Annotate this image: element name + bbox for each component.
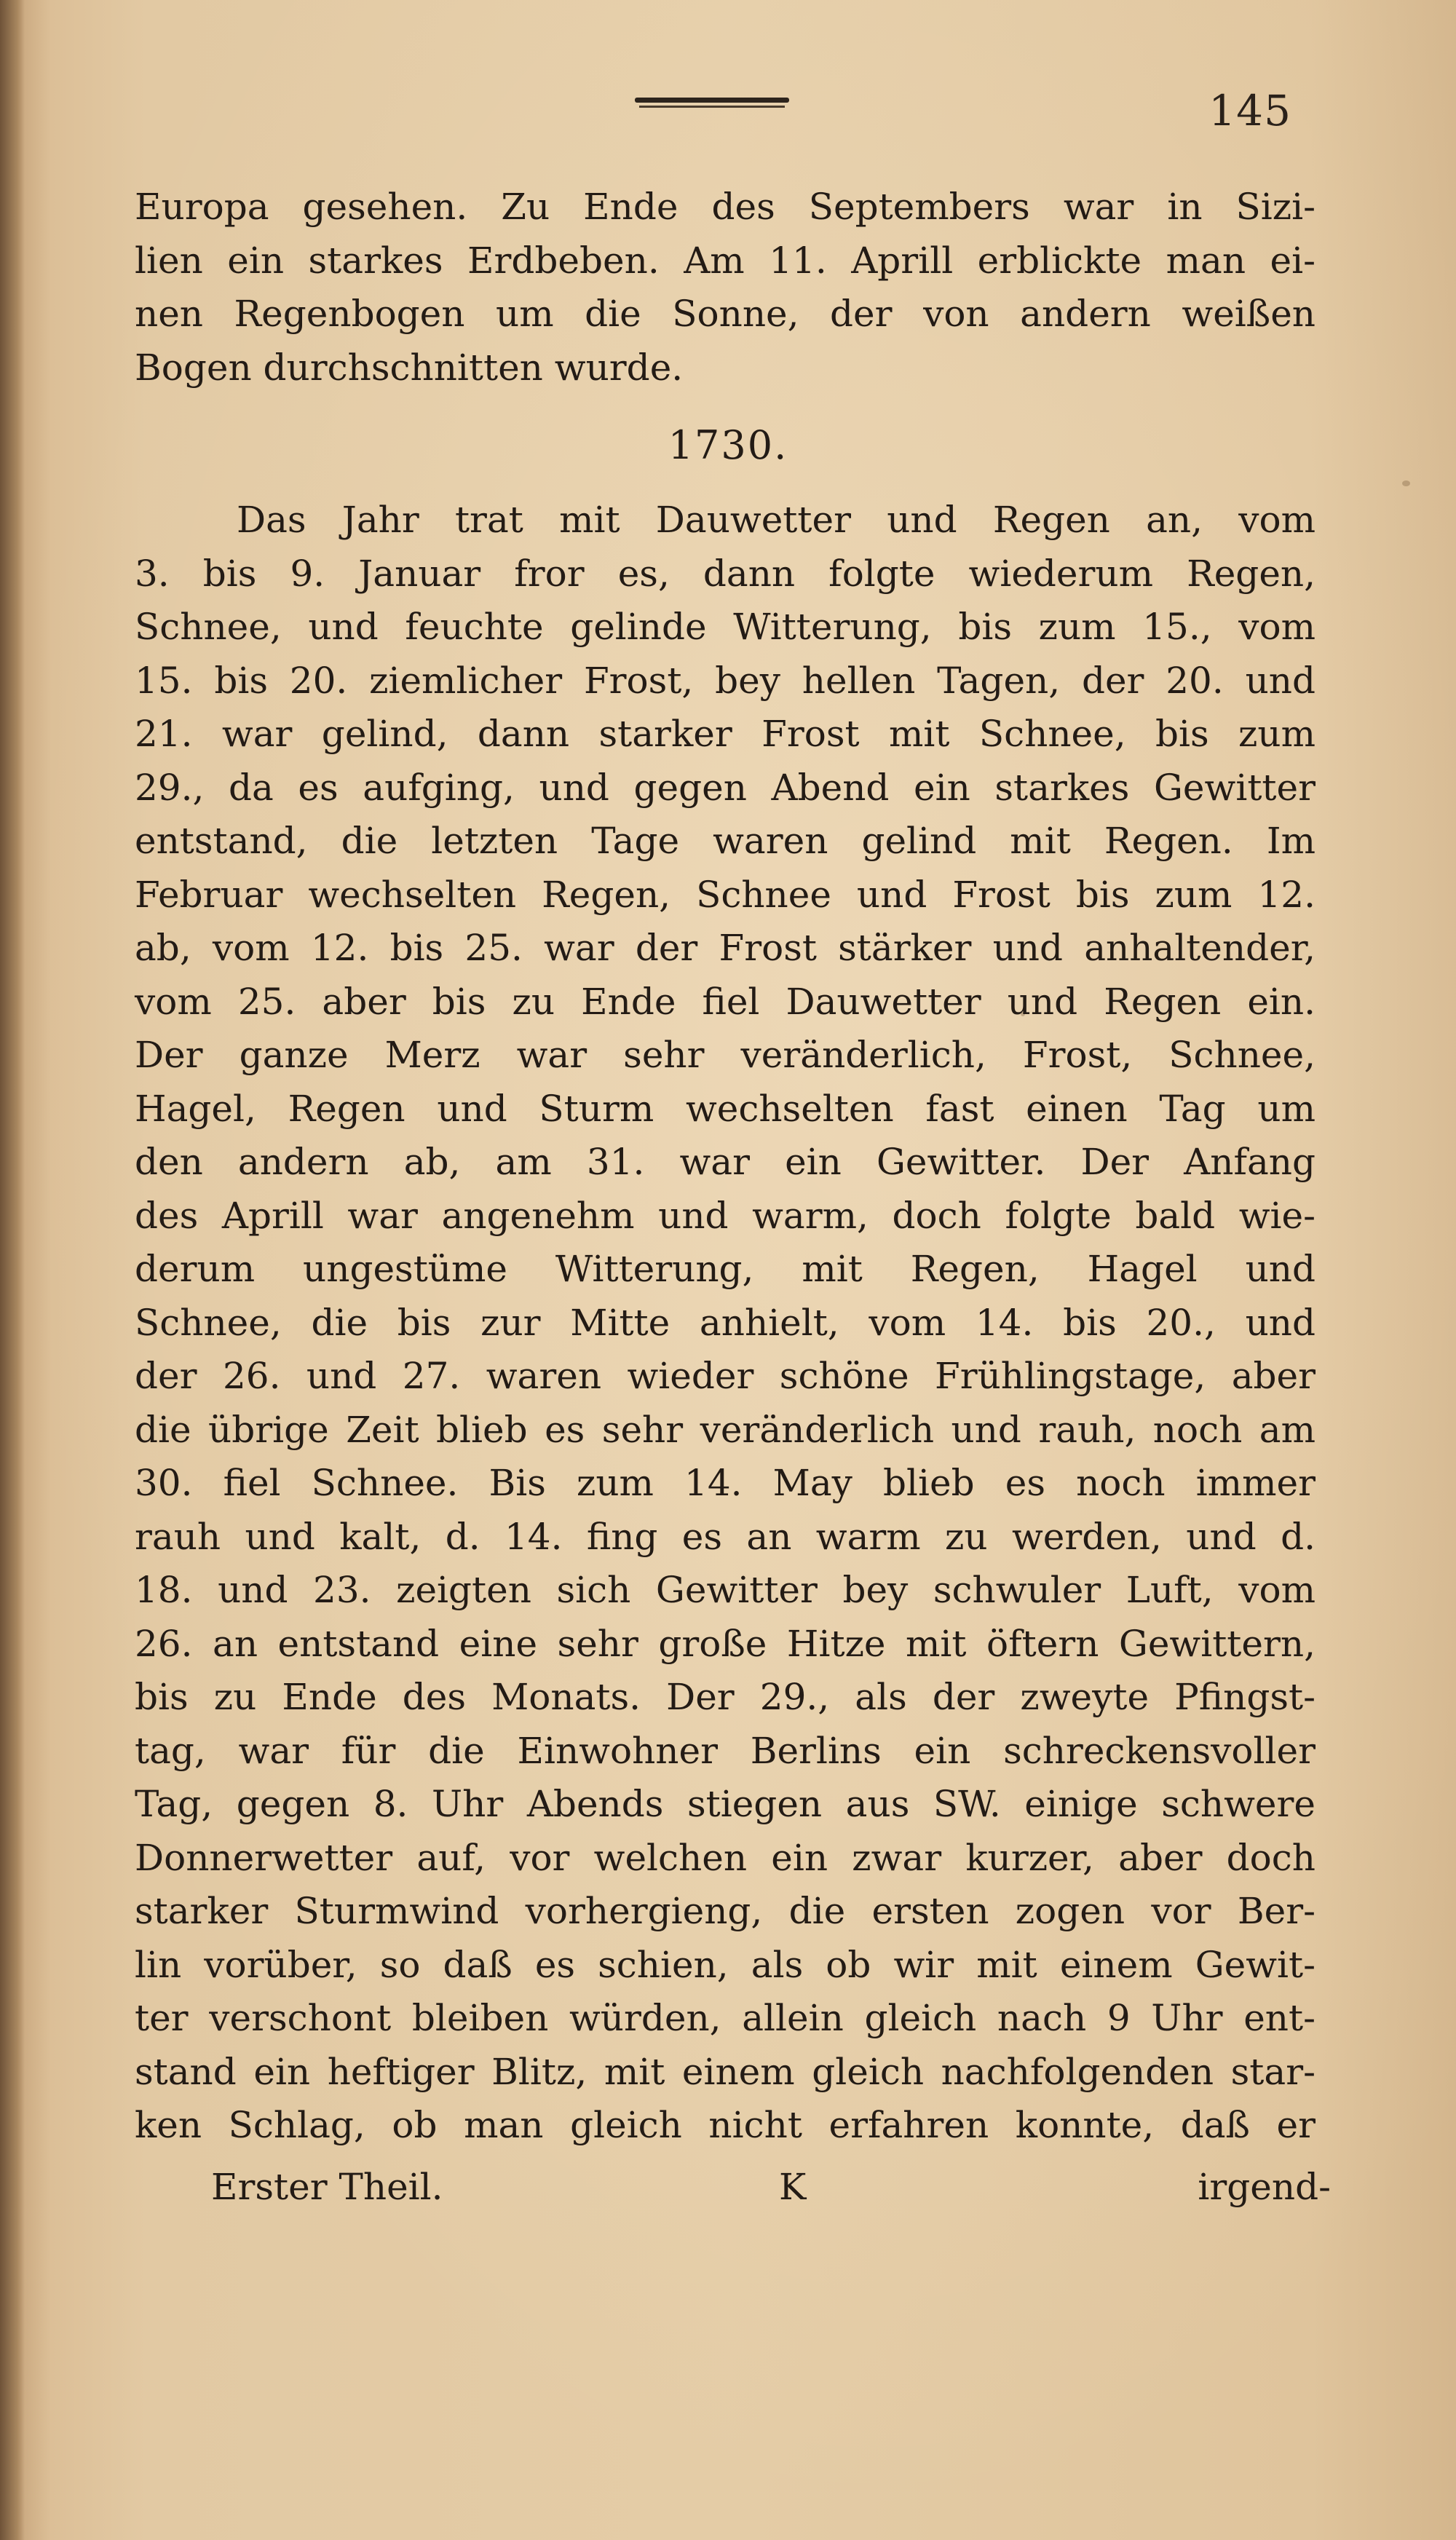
text-line: Februar wechselten Regen, Schnee und Frost bis zum 12.: [135, 873, 1315, 916]
header-rule: [635, 98, 789, 109]
text-line: lin vorüber, so daß es schien, als ob wir mit einem Gewit-: [135, 1943, 1315, 1986]
text-line: Hagel, Regen und Sturm wechselten fast einen Tag um: [135, 1087, 1315, 1130]
text-line: Schnee, und feuchte gelinde Witterung, bis zum 15., vom: [135, 606, 1315, 648]
text-line: 30. fiel Schnee. Bis zum 14. May blieb es noch immer: [135, 1462, 1315, 1504]
signature-title: Erster Theil.: [211, 2166, 443, 2208]
text-line: 15. bis 20. ziemlicher Frost, bey hellen Tagen, der 20. und: [135, 659, 1315, 702]
text-line: lien ein starkes Erdbeben. Am 11. Aprill erblickte man ei-: [135, 239, 1315, 282]
text-line: 29., da es aufging, und gegen Abend ein starkes Gewitter: [135, 766, 1315, 809]
text-line: Der ganze Merz war sehr veränderlich, Frost, Schnee,: [135, 1034, 1315, 1076]
signature-mark: K: [779, 2166, 807, 2208]
text-line: ter verschont bleiben würden, allein gleich nach 9 Uhr ent-: [135, 1997, 1315, 2039]
text-line: stand ein heftiger Blitz, mit einem gleich nachfolgenden star-: [135, 2050, 1315, 2093]
text-line: 18. und 23. zeigten sich Gewitter bey schwuler Luft, vom: [135, 1569, 1315, 1611]
text-line: 26. an entstand eine sehr große Hitze mit öftern Gewittern,: [135, 1622, 1315, 1665]
page-footer: [211, 2166, 1331, 2217]
text-line: Bogen durchschnitten wurde.: [135, 346, 684, 389]
text-line: ab, vom 12. bis 25. war der Frost stärker und anhaltender,: [135, 927, 1315, 969]
year-heading: 1730.: [668, 422, 788, 468]
text-line: vom 25. aber bis zu Ende fiel Dauwetter und Regen ein.: [135, 980, 1315, 1023]
text-line: ken Schlag, ob man gleich nicht erfahren konnte, daß er: [135, 2104, 1315, 2146]
text-line: starker Sturmwind vorhergieng, die ersten zogen vor Ber-: [135, 1890, 1315, 1932]
text-line: Tag, gegen 8. Uhr Abends stiegen aus SW. einige schwere: [135, 1783, 1315, 1825]
text-line: tag, war für die Einwohner Berlins ein schreckensvoller: [135, 1729, 1315, 1772]
text-line: derum ungestüme Witterung, mit Regen, Hagel und: [135, 1248, 1315, 1290]
text-line: Das Jahr trat mit Dauwetter und Regen an, vom: [237, 499, 1315, 541]
text-line: rauh und kalt, d. 14. fing es an warm zu werden, und d.: [135, 1515, 1315, 1558]
paper-speck: [1402, 480, 1410, 486]
text-line: Donnerwetter auf, vor welchen ein zwar kurzer, aber doch: [135, 1836, 1315, 1879]
text-line: bis zu Ende des Monats. Der 29., als der zweyte Pfingst-: [135, 1676, 1315, 1718]
text-line: den andern ab, am 31. war ein Gewitter. Der Anfang: [135, 1141, 1315, 1183]
catchword: irgend-: [1198, 2166, 1331, 2208]
text-line: 21. war gelind, dann starker Frost mit Schnee, bis zum: [135, 713, 1315, 755]
text-line: des Aprill war angenehm und warm, doch folgte bald wie-: [135, 1194, 1315, 1237]
text-line: die übrige Zeit blieb es sehr veränderlich und rauh, noch am: [135, 1408, 1315, 1451]
text-line: 3. bis 9. Januar fror es, dann folgte wiederum Regen,: [135, 552, 1315, 595]
continuation-paragraph: [135, 181, 1315, 395]
text-line: nen Regenbogen um die Sonne, der von andern weißen: [135, 293, 1315, 335]
page-number: 145: [1208, 86, 1291, 135]
text-line: Schnee, die bis zur Mitte anhielt, vom 14. bis 20., und: [135, 1301, 1315, 1344]
text-line: der 26. und 27. waren wieder schöne Frühlingstage, aber: [135, 1355, 1315, 1397]
text-line: Europa gesehen. Zu Ende des Septembers war in Sizi-: [135, 186, 1315, 228]
year-paragraph: [135, 494, 1315, 2153]
page-binding-edge: [0, 0, 25, 2540]
text-line: entstand, die letzten Tage waren gelind mit Regen. Im: [135, 820, 1315, 862]
